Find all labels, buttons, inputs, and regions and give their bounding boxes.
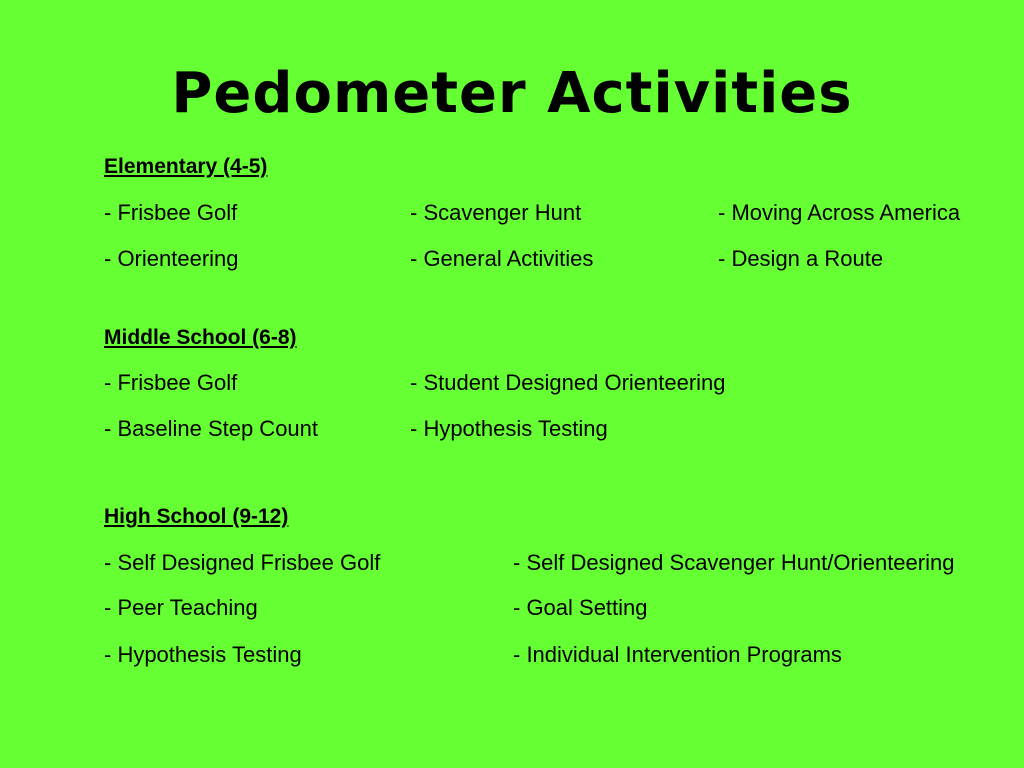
slide-title: Pedometer Activities — [171, 61, 853, 126]
middle-school-heading: Middle School (6-8) — [104, 326, 297, 349]
high-school-item: - Self Designed Scavenger Hunt/Orienteering — [513, 550, 955, 575]
middle-school-item: - Hypothesis Testing — [410, 416, 608, 441]
middle-school-item: - Frisbee Golf — [104, 370, 238, 395]
elementary-item: - General Activities — [410, 246, 594, 271]
elementary-item: - Orienteering — [104, 246, 239, 271]
high-school-item: - Self Designed Frisbee Golf — [104, 550, 381, 575]
elementary-item: - Design a Route — [718, 246, 884, 271]
elementary-heading: Elementary (4-5) — [104, 155, 268, 178]
high-school-item: - Goal Setting — [513, 595, 648, 620]
middle-school-item: - Baseline Step Count — [104, 416, 319, 441]
middle-school-item: - Student Designed Orienteering — [410, 370, 726, 395]
elementary-item: - Frisbee Golf — [104, 200, 238, 225]
elementary-item: - Moving Across America — [718, 200, 961, 225]
high-school-item: - Hypothesis Testing — [104, 642, 302, 667]
elementary-item: - Scavenger Hunt — [410, 200, 582, 225]
high-school-item: - Peer Teaching — [104, 595, 258, 620]
high-school-item: - Individual Intervention Programs — [513, 642, 842, 667]
high-school-heading: High School (9-12) — [104, 505, 289, 528]
